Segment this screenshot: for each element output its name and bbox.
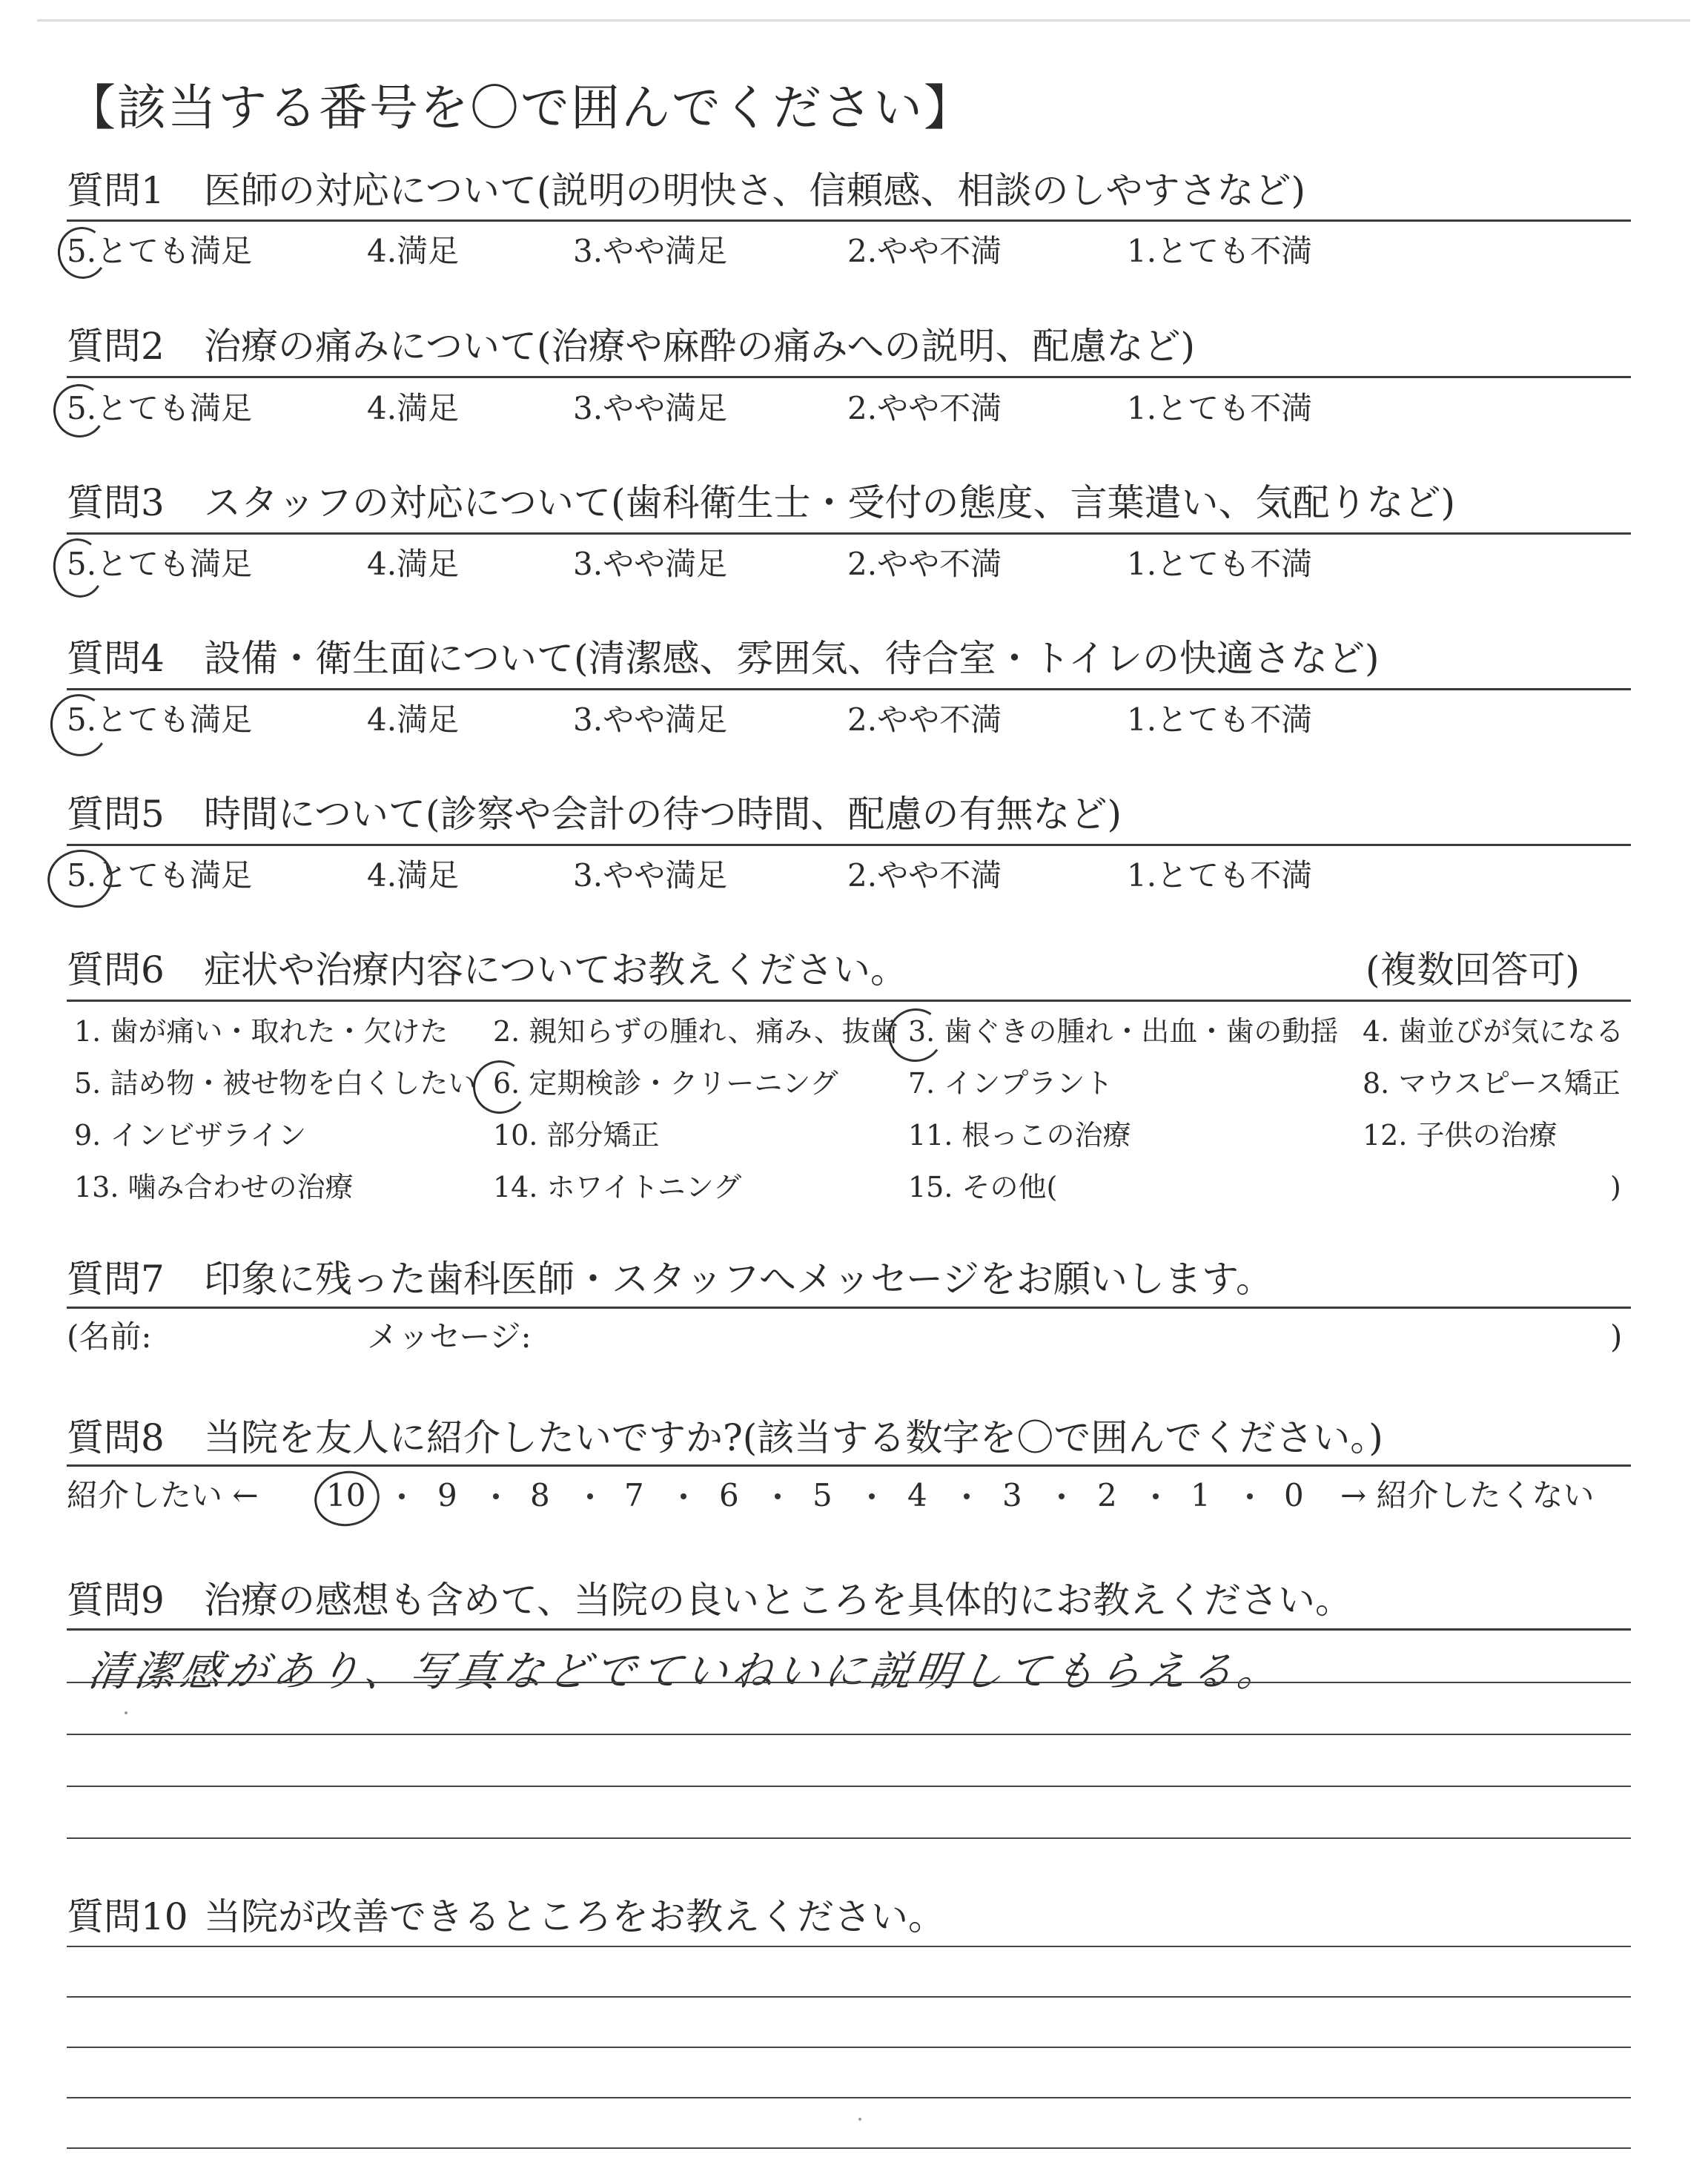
question-underline xyxy=(67,376,1631,378)
question-number: 質問3 xyxy=(67,481,165,524)
page-title: 【該当する番号を〇で囲んでください】 xyxy=(67,79,974,136)
score-9[interactable]: 9 xyxy=(437,1477,457,1513)
symptom-option-2[interactable]: 2. 親知らずの腫れ、痛み、抜歯 xyxy=(493,1015,898,1048)
question-1 xyxy=(67,169,1306,212)
question-text: 当院が改善できるところをお教えください。 xyxy=(204,1895,945,1938)
rating-option-5[interactable]: 5.とても満足 xyxy=(67,546,253,582)
symptom-option-14[interactable]: 14. ホワイトニング xyxy=(493,1171,742,1203)
question-text: 治療の感想も含めて、当院の良いところを具体的にお教えください。 xyxy=(204,1579,1352,1622)
separator-dot xyxy=(587,1493,593,1499)
selection-circle xyxy=(43,845,117,913)
selection-circle xyxy=(310,1466,384,1531)
rating-option-1[interactable]: 1.とても不満 xyxy=(1127,857,1313,894)
score-4[interactable]: 4 xyxy=(907,1477,927,1513)
question-underline xyxy=(67,1307,1631,1309)
rating-option-2[interactable]: 2.やや不満 xyxy=(847,546,1002,582)
message-close-paren: ) xyxy=(1610,1318,1623,1355)
rating-option-2[interactable]: 2.やや不満 xyxy=(847,857,1002,894)
symptom-option-13[interactable]: 13. 噛み合わせの治療 xyxy=(74,1171,354,1203)
score-2[interactable]: 2 xyxy=(1097,1477,1117,1513)
score-6[interactable]: 6 xyxy=(719,1477,739,1513)
separator-dot xyxy=(1247,1493,1253,1499)
rating-option-2[interactable]: 2.やや不満 xyxy=(847,701,1002,738)
answer-line xyxy=(67,1786,1631,1787)
rating-option-1[interactable]: 1.とても不満 xyxy=(1127,701,1313,738)
question-7 xyxy=(67,1258,1273,1301)
rating-option-5[interactable]: 5.とても満足 xyxy=(67,233,253,269)
question-8 xyxy=(67,1416,1383,1459)
question-text: 設備・衛生面について(清潔感、雰囲気、待合室・トイレの快適さなど) xyxy=(204,637,1380,680)
question-3 xyxy=(67,481,1456,524)
symptom-option-3[interactable]: 3. 歯ぐきの腫れ・出血・歯の動揺 xyxy=(908,1015,1339,1048)
question-text: 当院を友人に紹介したいですか?(該当する数字を〇で囲んでください。) xyxy=(204,1416,1383,1459)
symptom-option-4[interactable]: 4. 歯並びが気になる xyxy=(1363,1015,1624,1048)
question-underline xyxy=(67,1464,1631,1467)
selection-circle xyxy=(469,1056,530,1117)
rating-option-1[interactable]: 1.とても不満 xyxy=(1127,546,1313,582)
question-4 xyxy=(67,637,1380,680)
handwritten-answer: 清潔感があり、写真などでていねいに説明してもらえる。 xyxy=(85,1648,1287,1696)
question-number: 質問8 xyxy=(67,1416,165,1459)
question-underline xyxy=(67,219,1631,222)
answer-line xyxy=(67,1946,1631,1947)
symptom-option-1[interactable]: 1. 歯が痛い・取れた・欠けた xyxy=(74,1015,448,1048)
rating-option-4[interactable]: 4.満足 xyxy=(367,390,460,426)
rating-option-3[interactable]: 3.やや満足 xyxy=(573,390,728,426)
question-text: 印象に残った歯科医師・スタッフへメッセージをお願いします。 xyxy=(204,1258,1273,1301)
rating-option-3[interactable]: 3.やや満足 xyxy=(573,233,728,269)
question-underline xyxy=(67,844,1631,846)
rating-option-4[interactable]: 4.満足 xyxy=(367,701,460,738)
answer-line xyxy=(67,2097,1631,2098)
answer-line xyxy=(67,1682,1631,1683)
symptom-option-12[interactable]: 12. 子供の治療 xyxy=(1363,1119,1558,1152)
question-number: 質問6 xyxy=(67,948,165,991)
question-underline xyxy=(67,1628,1631,1631)
score-10[interactable]: 10 xyxy=(326,1477,366,1513)
question-9 xyxy=(67,1579,1352,1622)
symptom-option-8[interactable]: 8. マウスピース矯正 xyxy=(1363,1067,1621,1100)
other-close-paren: ) xyxy=(1610,1171,1621,1203)
selection-circle xyxy=(53,223,110,283)
score-5[interactable]: 5 xyxy=(812,1477,833,1513)
answer-line xyxy=(67,1996,1631,1998)
symptom-option-5[interactable]: 5. 詰め物・被せ物を白くしたい xyxy=(74,1067,477,1100)
recommend-left-label: 紹介したい ← xyxy=(67,1477,259,1513)
rating-option-5[interactable]: 5.とても満足 xyxy=(67,701,253,738)
separator-dot xyxy=(775,1493,781,1499)
question-text: 症状や治療内容についてお教えください。 xyxy=(204,948,907,991)
question-underline xyxy=(67,1000,1631,1002)
rating-option-4[interactable]: 4.満足 xyxy=(367,233,460,269)
question-6 xyxy=(67,948,907,991)
separator-dot xyxy=(1153,1493,1159,1499)
symptom-option-10[interactable]: 10. 部分矯正 xyxy=(493,1119,660,1152)
rating-option-5[interactable]: 5.とても満足 xyxy=(67,857,253,894)
score-1[interactable]: 1 xyxy=(1191,1477,1211,1513)
answer-line xyxy=(67,1837,1631,1839)
multiple-answer-note: (複数回答可) xyxy=(1366,948,1580,991)
question-text: 時間について(診察や会計の待つ時間、配慮の有無など) xyxy=(204,793,1122,836)
question-underline xyxy=(67,688,1631,690)
rating-option-3[interactable]: 3.やや満足 xyxy=(573,701,728,738)
symptom-option-7[interactable]: 7. インプラント xyxy=(908,1067,1113,1100)
selection-circle xyxy=(49,380,109,441)
symptom-option-6[interactable]: 6. 定期検診・クリーニング xyxy=(493,1067,838,1100)
rating-option-4[interactable]: 4.満足 xyxy=(367,546,460,582)
rating-option-4[interactable]: 4.満足 xyxy=(367,857,460,894)
question-number: 質問5 xyxy=(67,793,165,836)
separator-dot xyxy=(869,1493,875,1499)
top-edge-line xyxy=(37,19,1690,22)
separator-dot xyxy=(493,1493,499,1499)
selection-circle xyxy=(45,690,113,761)
score-8[interactable]: 8 xyxy=(530,1477,550,1513)
recommend-right-label: → 紹介したくない xyxy=(1340,1477,1595,1513)
selection-circle xyxy=(884,1004,947,1066)
question-number: 質問4 xyxy=(67,637,165,680)
question-number: 質問1 xyxy=(67,169,165,212)
rating-option-2[interactable]: 2.やや不満 xyxy=(847,233,1002,269)
question-number: 質問9 xyxy=(67,1579,165,1622)
rating-option-3[interactable]: 3.やや満足 xyxy=(573,857,728,894)
question-number: 質問7 xyxy=(67,1258,165,1301)
answer-line xyxy=(67,1734,1631,1735)
question-number: 質問10 xyxy=(67,1895,188,1938)
symptom-option-9[interactable]: 9. インビザライン xyxy=(74,1119,307,1152)
symptom-option-15[interactable]: 15. その他( xyxy=(908,1171,1058,1203)
rating-option-1[interactable]: 1.とても不満 xyxy=(1127,390,1313,426)
name-label: (名前: xyxy=(67,1318,152,1355)
specks xyxy=(125,1711,128,1714)
message-label: メッセージ: xyxy=(367,1318,532,1355)
question-10 xyxy=(67,1895,945,1938)
separator-dot xyxy=(681,1493,686,1499)
separator-dot xyxy=(1059,1493,1065,1499)
specks xyxy=(858,2118,861,2121)
question-underline xyxy=(67,532,1631,535)
question-text: 医師の対応について(説明の明快さ、信頼感、相談のしやすさなど) xyxy=(204,169,1306,212)
rating-option-1[interactable]: 1.とても不満 xyxy=(1127,233,1313,269)
score-7[interactable]: 7 xyxy=(624,1477,644,1513)
rating-option-5[interactable]: 5.とても満足 xyxy=(67,390,253,426)
rating-option-2[interactable]: 2.やや不満 xyxy=(847,390,1002,426)
question-text: スタッフの対応について(歯科衛生士・受付の態度、言葉遣い、気配りなど) xyxy=(204,481,1456,524)
question-text: 治療の痛みについて(治療や麻酔の痛みへの説明、配慮など) xyxy=(204,325,1196,368)
score-0[interactable]: 0 xyxy=(1284,1477,1304,1513)
question-number: 質問2 xyxy=(67,325,165,368)
separator-dot xyxy=(964,1493,970,1499)
question-5 xyxy=(67,793,1122,836)
rating-option-3[interactable]: 3.やや満足 xyxy=(573,546,728,582)
selection-circle xyxy=(49,535,109,602)
score-3[interactable]: 3 xyxy=(1002,1477,1022,1513)
separator-dot xyxy=(399,1493,405,1499)
answer-line xyxy=(67,2147,1631,2149)
question-2 xyxy=(67,325,1196,368)
answer-line xyxy=(67,2047,1631,2048)
symptom-option-11[interactable]: 11. 根っこの治療 xyxy=(908,1119,1131,1152)
